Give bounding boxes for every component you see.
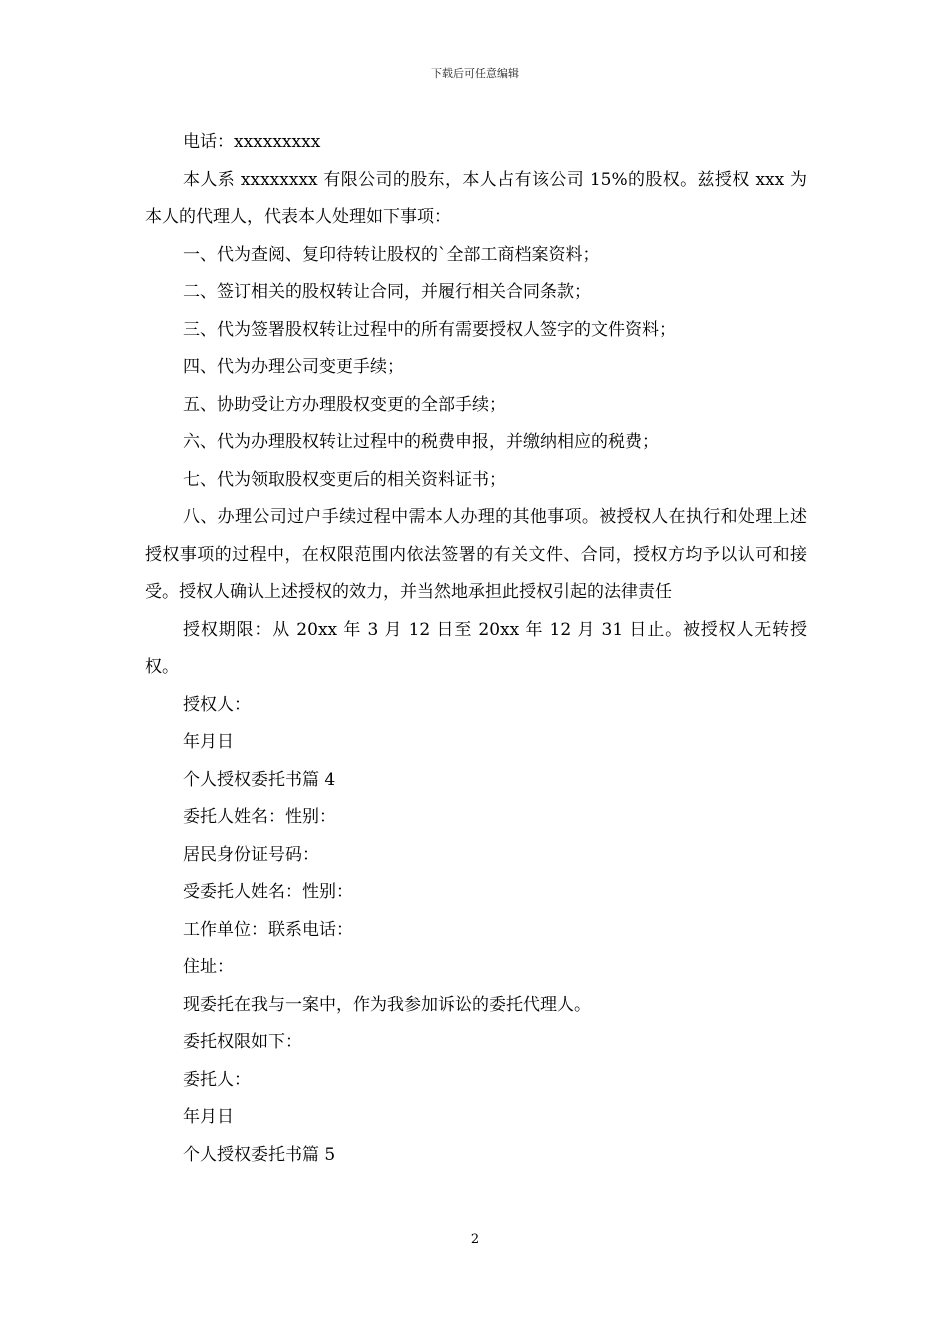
authorization-item-6: 六、代为办理股权转让过程中的税费申报，并缴纳相应的税费；	[183, 432, 659, 452]
authorization-item-5: 五、协助受让方办理股权变更的全部手续；	[183, 394, 506, 415]
document-body	[145, 124, 807, 1174]
authorization-period: 授权期限：从 20xx 年 3 月 12 日至 20xx 年 12 月 31 日止。被授权人无转授权。	[145, 619, 807, 677]
authorization-item-2: 二、签订相关的股权转让合同，并履行相关合同条款；	[183, 282, 591, 302]
authorization-item-1: 一、代为查阅、复印待转让股权的`全部工商档案资料；	[183, 244, 600, 265]
principal-signature-label: 委托人：	[183, 1069, 251, 1090]
authorization-item-4: 四、代为办理公司变更手续；	[183, 357, 404, 377]
date-line: 年月日	[183, 732, 234, 752]
grantor-signature-label: 授权人：	[183, 694, 251, 715]
authorization-item-8: 八、办理公司过户手续过程中需本人办理的其他事项。被授权人在执行和处理上述授权事项的过程中，在权限范围内依法签署的有关文件、合同，授权方均予以认可和接受。授权人确认上述授权的效力，并当然地承担此授权引起的法律责任	[145, 507, 807, 602]
date-line-2: 年月日	[183, 1107, 234, 1127]
authorization-item-3: 三、代为签署股权转让过程中的所有需要授权人签字的文件资料；	[183, 319, 676, 340]
phone-line: 电话：xxxxxxxxx	[183, 132, 321, 152]
delegation-statement: 现委托在我与一案中，作为我参加诉讼的委托代理人。	[183, 994, 591, 1015]
employer-phone-field: 工作单位：联系电话：	[183, 919, 353, 940]
section-heading-5: 个人授权委托书篇 5	[183, 1144, 336, 1165]
section-heading-4: 个人授权委托书篇 4	[183, 769, 336, 790]
agent-name-field: 受委托人姓名：性别：	[183, 882, 353, 902]
authorization-item-7: 七、代为领取股权变更后的相关资料证书；	[183, 469, 506, 490]
id-number-field: 居民身份证号码：	[183, 844, 319, 865]
address-field: 住址：	[183, 957, 234, 977]
principal-name-field: 委托人姓名：性别：	[183, 807, 336, 827]
grantor-statement: 本人系 xxxxxxxx 有限公司的股东，本人占有该公司 15%的股权。兹授权 xxx 为本人的代理人，代表本人处理如下事项：	[145, 169, 807, 227]
page-header: 下载后可任意编辑	[431, 67, 519, 80]
page-number: 2	[470, 1232, 480, 1247]
delegation-scope-label: 委托权限如下：	[183, 1032, 302, 1052]
